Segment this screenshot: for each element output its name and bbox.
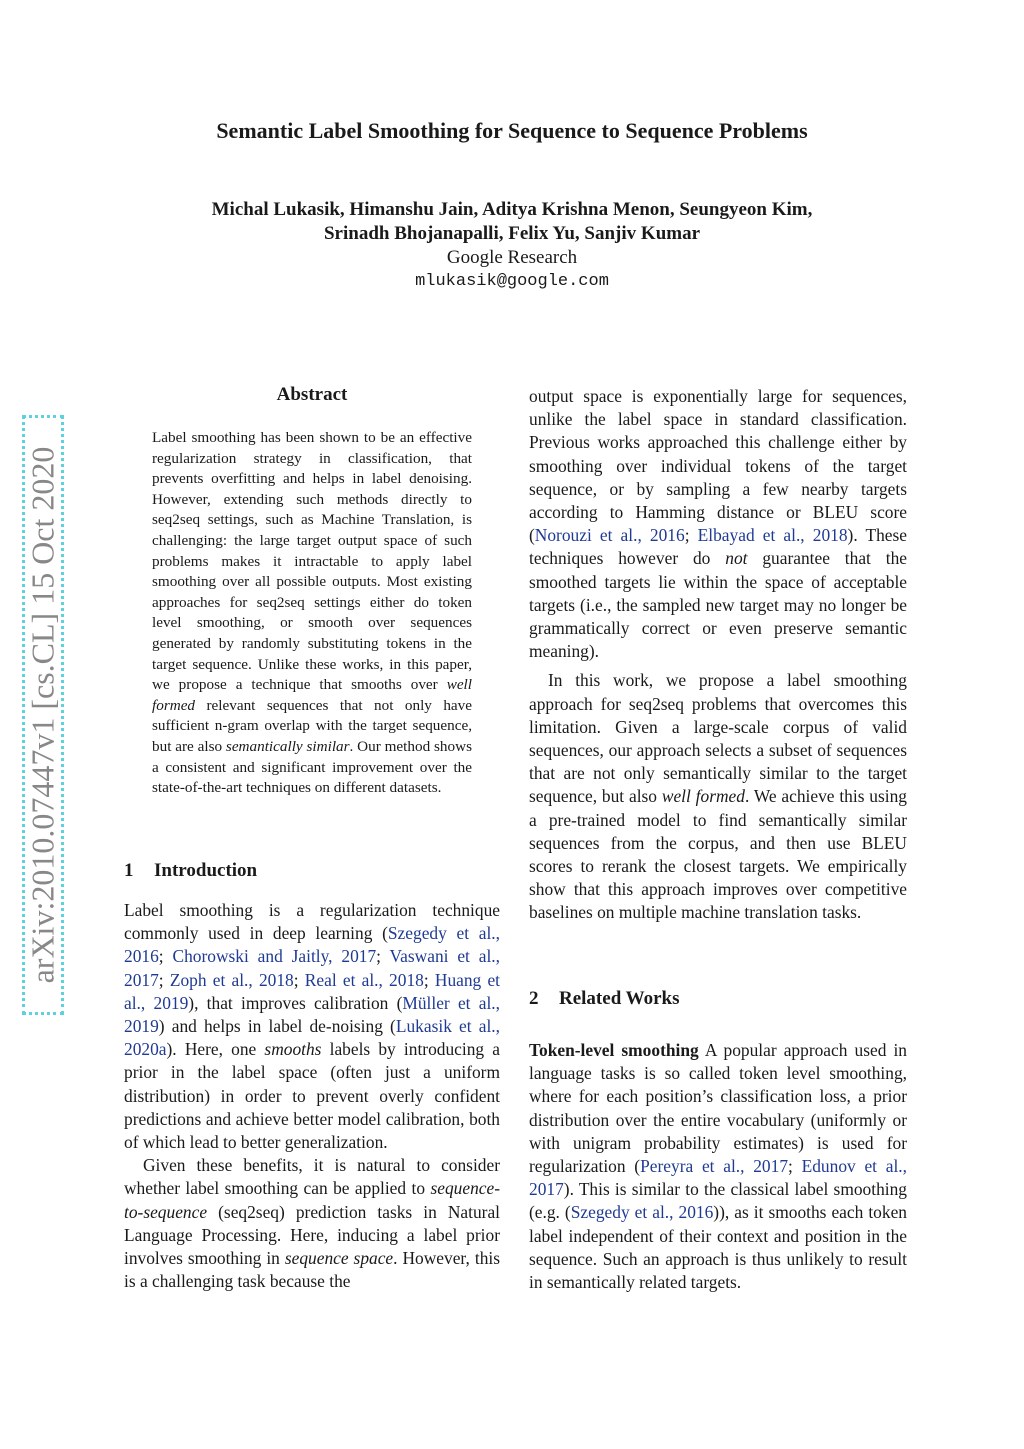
arxiv-identifier: arXiv:2010.07447v1 [cs.CL] 15 Oct 2020 bbox=[24, 446, 61, 984]
section-heading-related-works: 2 Related Works bbox=[529, 988, 680, 1009]
citation-link[interactable]: Szegedy et al., 2016 bbox=[570, 1202, 714, 1223]
author-email: mlukasik@google.com bbox=[415, 272, 609, 291]
author-names-line-2: Srinadh Bhojanapalli, Felix Yu, Sanjiv Kumar bbox=[323, 223, 701, 244]
citation-link[interactable]: Edunov et al., 2017 bbox=[529, 1156, 907, 1200]
citation-link[interactable]: Lukasik et al., 2020a bbox=[124, 1016, 500, 1060]
right-paragraph-1: output space is exponentially large for sequences, unlike the label space in standard classification. Previous works approached this challenge either by smoothing over individual tokens of the target sequence, or by sampling a few nearby targets according to Hamming distance or BLEU score (Norouzi et al., 2016; Elbayad et al., 2018). These techniques however do not guarantee that the smoothed targets lie within the space of acceptable targets (i.e., the sampled new target may no longer be grammatically correct or even preserve semantic meaning). bbox=[529, 386, 908, 662]
right-paragraph-2: In this work, we propose a label smoothing approach for seq2seq problems that overcomes this limitation. Given a large-scale corpus of valid sequences, our approach selects a subset of sequences that are not only semantically similar to the target sequence, but also well formed. We achieve this using a pre-trained model to find semantically similar sequences from the corpus, and then use BLEU scores to rerank the closest targets. We empirically show that this approach improves over competitive baselines on multiple machine translation tasks. bbox=[529, 670, 907, 923]
citation-link[interactable]: Szegedy et al., 2016 bbox=[124, 923, 500, 967]
citation-link[interactable]: Zoph et al., 2018 bbox=[169, 969, 294, 990]
related-works-body bbox=[529, 1039, 907, 1294]
citation-link[interactable]: Vaswani et al., 2017 bbox=[124, 946, 500, 990]
intro-paragraph-2: Given these benefits, it is natural to consider whether label smoothing can be applied to sequence-to-sequence (seq2seq) prediction tasks in Natural Language Processing. Here, inducing a label prior involves smoothing in sequence space. However, this is a challenging task because the bbox=[124, 1155, 500, 1292]
arxiv-stamp bbox=[22, 415, 64, 1015]
citation-link[interactable]: Pereyra et al., 2017 bbox=[640, 1156, 789, 1177]
author-block bbox=[0, 198, 1024, 294]
affiliation: Google Research bbox=[446, 247, 578, 268]
citation-link[interactable]: Real et al., 2018 bbox=[304, 969, 424, 990]
citation-link[interactable]: Huang et al., 2019 bbox=[124, 969, 501, 1013]
author-names-line-1: Michal Lukasik, Himanshu Jain, Aditya Krishna Menon, Seungyeon Kim, bbox=[211, 199, 813, 220]
abstract-heading: Abstract bbox=[276, 384, 348, 405]
right-column-continuation bbox=[529, 385, 907, 925]
citation-link[interactable]: Müller et al., 2019 bbox=[124, 992, 501, 1037]
abstract-text: Label smoothing has been shown to be an effective regularization strategy in classification, that prevents overfitting and helps in label denoising. However, extending such methods directly to seq2seq settings, such as Machine Translation, is challenging: the large target output space of such problems makes it intractable to apply label smoothing over all possible outputs. Most existing approaches for seq2seq settings either do token level smoothing, or smooth over sequences generated by randomly substituting tokens in the target sequence. Unlike these works, in this paper, we propose a technique that smooths over well formed relevant sequences that not only have sufficient n-gram overlap with the target sequence, but are also semantically similar. Our method shows a consistent and significant improvement over the state-of-the-art techniques on different datasets. bbox=[152, 429, 472, 797]
abstract-section bbox=[152, 384, 472, 799]
introduction-body bbox=[124, 899, 500, 1293]
section-heading-introduction: 1 Introduction bbox=[124, 860, 258, 881]
citation-link[interactable]: Elbayad et al., 2018 bbox=[697, 525, 848, 546]
intro-paragraph-1: Label smoothing is a regularization technique commonly used in deep learning (Szegedy et al., 2016; Chorowski and Jaitly, 2017; Vaswani et al., 2017; Zoph et al., 2018; Real et al., 2018; Huang et al., 2019), that improves calibration (Müller et al., 2019) and helps in label de-noising (Lukasik et al., 2020a). Here, one smooths labels by introducing a prior in the label space (often just a uniform distribution) in order to prevent overly confident predictions and achieve better model calibration, both of which lead to better generalization. bbox=[124, 900, 501, 1153]
citation-link[interactable]: Norouzi et al., 2016 bbox=[534, 525, 685, 546]
related-paragraph-1: Token-level smoothing A popular approach used in language tasks is so called token level smoothing, where for each position’s classification loss, a prior distribution over the entire vocabulary (uniformly or with unigram probability estimates) is used for regularization (Pereyra et al., 2017; Edunov et al., 2017). This is similar to the classical label smoothing (e.g. (Szegedy et al., 2016)), as it smooths each token label independent of their context and position in the sequence. Such an approach is thus unlikely to result in semantically related targets. bbox=[529, 1040, 907, 1293]
paper-title: Semantic Label Smoothing for Sequence to Sequence Problems bbox=[216, 118, 808, 143]
citation-link[interactable]: Chorowski and Jaitly, 2017 bbox=[172, 946, 377, 967]
